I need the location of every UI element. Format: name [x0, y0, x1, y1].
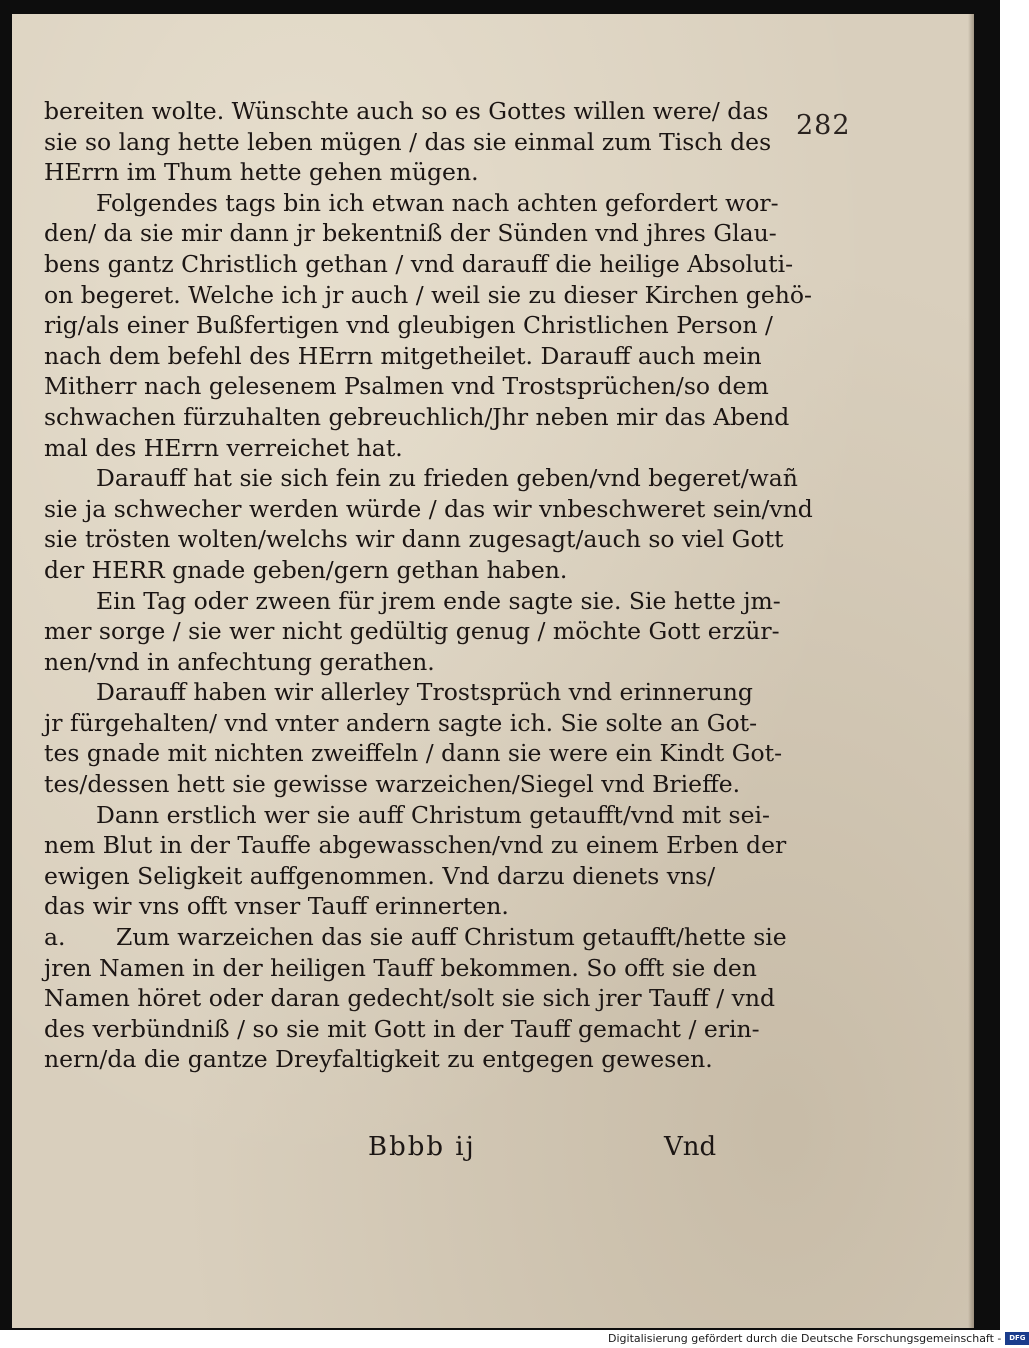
- text-line: HErrn im Thum hette gehen mügen.: [44, 158, 479, 187]
- text-line: nach dem befehl des HErrn mitgetheilet. Darauff auch mein: [44, 341, 762, 370]
- text-line: den/ da sie mir dann jr bekentniß der Sünden vnd jhres Glau-: [44, 219, 777, 248]
- text-line: sie trösten wolten/welchs wir dann zugesagt/auch so viel Gott: [44, 525, 784, 554]
- text-line: sie ja schwecher werden würde / das wir vnbeschweret sein/vnd: [44, 494, 813, 523]
- marginal-note: a.: [44, 923, 66, 952]
- text-line: tes gnade mit nichten zweiffeln / dann sie were ein Kindt Got-: [44, 739, 783, 768]
- catchword: Vnd: [664, 1132, 717, 1162]
- text-line: Folgendes tags bin ich etwan nach achten gefordert wor-: [96, 188, 779, 217]
- dfg-logo: DFG: [1005, 1332, 1029, 1345]
- text-line: Ein Tag oder zween für jrem ende sagte sie. Sie hette jm-: [96, 586, 781, 615]
- text-line: ewigen Seligkeit auffgenommen. Vnd darzu dienets vns/: [44, 861, 716, 890]
- text-line: rig/als einer Bußfertigen vnd gleubigen Christlichen Person /: [44, 311, 773, 340]
- text-line: bereiten wolte. Wünschte auch so es Gottes willen were/ das: [44, 97, 769, 125]
- text-line: Mitherr nach gelesenem Psalmen vnd Trostsprüchen/so dem: [44, 372, 769, 401]
- credit-text: Digitalisierung gefördert durch die Deutsche Forschungsgemeinschaft -: [608, 1332, 1002, 1345]
- text-line: das wir vns offt vnser Tauff erinnerten.: [44, 892, 509, 921]
- text-line: nen/vnd in anfechtung gerathen.: [44, 647, 435, 676]
- text-line: bens gantz Christlich gethan / vnd darauff die heilige Absoluti-: [44, 249, 794, 278]
- text-line: jr fürgehalten/ vnd vnter andern sagte ich. Sie solte an Got-: [44, 708, 758, 737]
- page-edge-shadow: [968, 14, 974, 1328]
- text-line: on begeret. Welche ich jr auch / weil sie zu dieser Kirchen gehö-: [44, 280, 812, 309]
- text-line: Darauff hat sie sich fein zu frieden geben/vnd begeret/wañ: [96, 464, 798, 493]
- text-line: Dann erstlich wer sie auff Christum getaufft/vnd mit sei-: [96, 800, 770, 829]
- text-line: der HERR gnade geben/gern gethan haben.: [44, 555, 568, 584]
- body-text: [44, 96, 813, 1075]
- funding-credit: [608, 1332, 1029, 1345]
- text-line: sie so lang hette leben mügen / das sie einmal zum Tisch des: [44, 127, 772, 156]
- signature-mark: Bbbb ij: [368, 1132, 476, 1162]
- text-line: mer sorge / sie wer nicht gedültig genug / möchte Gott erzür-: [44, 617, 780, 646]
- text-line: Darauff haben wir allerley Trostsprüch vnd erinnerung: [96, 678, 753, 707]
- page-number: 282: [796, 110, 851, 141]
- text-line: mal des HErrn verreichet hat.: [44, 433, 403, 462]
- text-line-content: Zum warzeichen das sie auff Christum getaufft/hette sie: [116, 923, 787, 952]
- text-line: des verbündniß / so sie mit Gott in der Tauff gemacht / erin-: [44, 1014, 760, 1043]
- text-line: schwachen fürzuhalten gebreuchlich/Jhr neben mir das Abend: [44, 402, 790, 431]
- text-line: tes/dessen hett sie gewisse warzeichen/Siegel vnd Brieffe.: [44, 770, 741, 799]
- text-line: nern/da die gantze Dreyfaltigkeit zu entgegen gewesen.: [44, 1045, 713, 1074]
- text-line: Namen höret oder daran gedecht/solt sie sich jrer Tauff / vnd: [44, 984, 776, 1013]
- text-line: nem Blut in der Tauffe abgewasschen/vnd zu einem Erben der: [44, 831, 787, 860]
- text-line: [44, 922, 787, 953]
- text-line: jren Namen in der heiligen Tauff bekommen. So offt sie den: [44, 953, 757, 982]
